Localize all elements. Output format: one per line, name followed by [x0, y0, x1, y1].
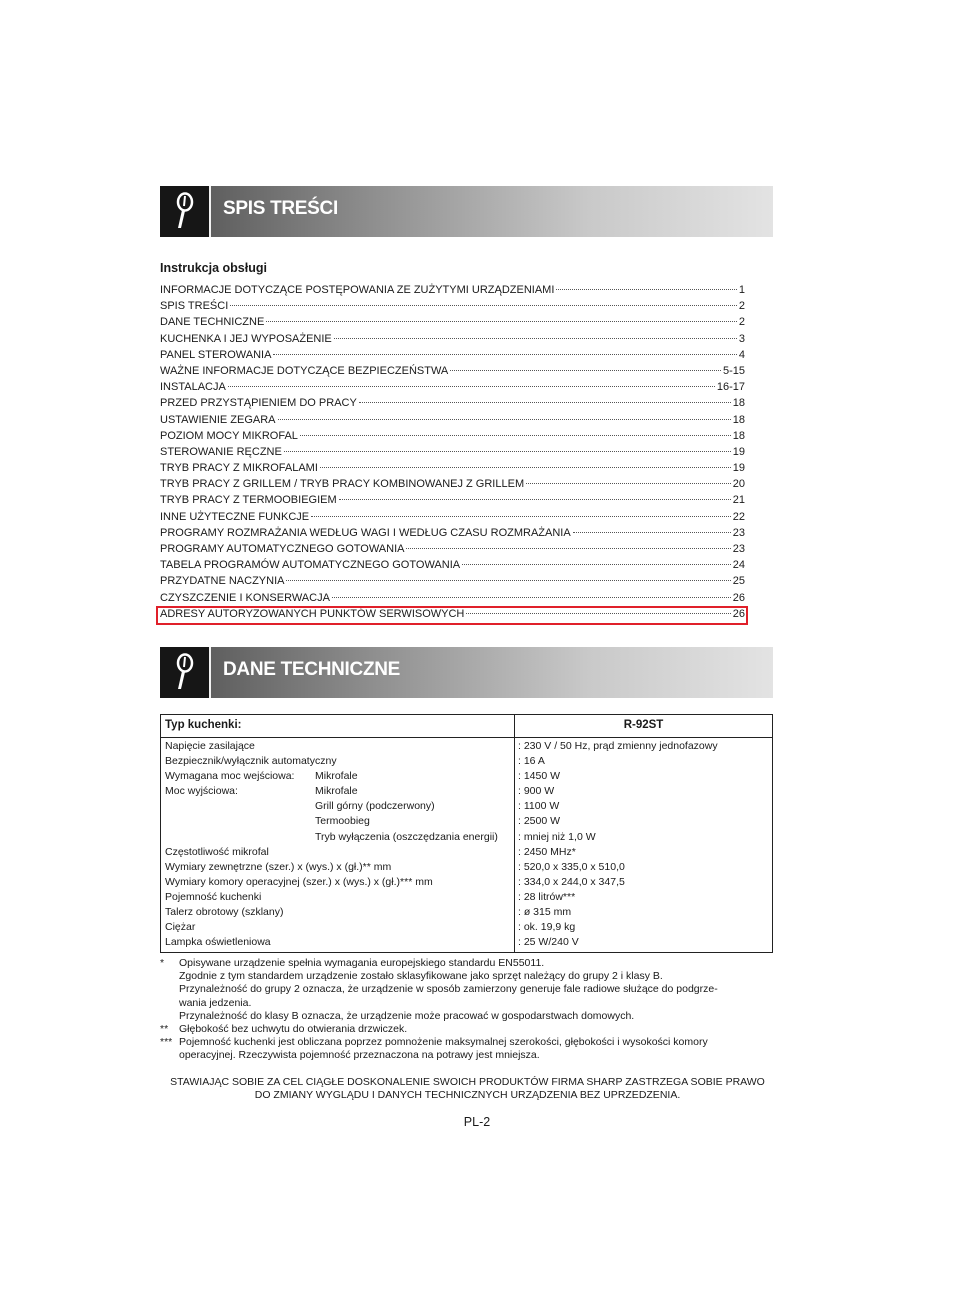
spec-row: [161, 755, 772, 770]
toc-item-page: 4: [738, 348, 745, 361]
footnote-line: Zgodnie z tym standardem urządzenie zostało sklasyfikowane jako sprzęt należący do grupy 2 i klasy B.: [179, 970, 663, 983]
toc-item-label: SPIS TREŚCI: [160, 300, 229, 313]
spec-table-header: [161, 715, 772, 738]
toc-leader-dots: [406, 548, 730, 549]
toc-leader-dots: [526, 483, 731, 484]
toc-item[interactable]: [160, 494, 745, 510]
section-title-toc: SPIS TREŚCI: [223, 198, 338, 219]
spec-label: Wymiary komory operacyjnej (szer.) x (wys.) x (gł.)*** mm: [165, 875, 433, 888]
spec-table: [160, 714, 773, 953]
spec-label: Napięcie zasilające: [165, 740, 255, 752]
toc-leader-dots: [273, 354, 736, 355]
table-of-contents: [160, 284, 745, 624]
spec-sublabel: Grill górny (podczerwony): [315, 800, 435, 813]
toc-item-label: TRYB PRACY Z GRILLEM / TRYB PRACY KOMBINOWANEJ Z GRILLEM: [160, 478, 525, 491]
spec-row: [161, 876, 772, 891]
spec-value: : mniej niż 1,0 W: [518, 830, 596, 843]
spec-value: : ok. 19,9 kg: [518, 921, 576, 934]
toc-item[interactable]: [160, 478, 745, 494]
toc-item-label: WAŻNE INFORMACJE DOTYCZĄCE BEZPIECZEŃSTWA: [160, 364, 449, 377]
toc-section-banner: [160, 186, 773, 237]
toc-item-label: ADRESY AUTORYZOWANYCH PUNKTÓW SERWISOWYCH: [160, 607, 465, 620]
spec-row: [161, 740, 772, 755]
toc-leader-dots: [450, 370, 721, 371]
toc-item-label: KUCHENKA I JEJ WYPOSAŻENIE: [160, 332, 332, 345]
footnote: [160, 957, 775, 1023]
toc-item-page: 26: [732, 607, 745, 620]
toc-item-label: CZYSZCZENIE I KONSERWACJA: [160, 591, 330, 604]
toc-item-page: 23: [732, 526, 745, 539]
section-title-specs: DANE TECHNICZNE: [223, 659, 401, 680]
toc-item[interactable]: [160, 333, 745, 349]
toc-leader-dots: [556, 289, 736, 290]
spec-row: [161, 831, 772, 846]
toc-item[interactable]: [160, 575, 745, 591]
toc-item-label: USTAWIENIE ZEGARA: [160, 413, 276, 426]
spec-sublabel: Termoobieg: [315, 815, 370, 828]
toc-item-page: 2: [738, 316, 745, 329]
toc-leader-dots: [266, 321, 737, 322]
toc-leader-dots: [462, 564, 731, 565]
toc-item-label: TRYB PRACY Z TERMOOBIEGIEM: [160, 494, 337, 507]
toc-item-label: INFORMACJE DOTYCZĄCE POSTĘPOWANIA ZE ZUŻYTYMI URZĄDZENIAMI: [160, 284, 555, 296]
footnote-line: Opisywane urządzenie spełnia wymagania europejskiego standardu EN55011.: [179, 957, 545, 969]
toc-item[interactable]: [160, 511, 745, 527]
spec-value: : ø 315 mm: [518, 906, 572, 919]
footnote-mark: ***: [160, 1036, 173, 1049]
spec-value: : 1450 W: [518, 770, 561, 783]
toc-item-page: 21: [732, 494, 745, 507]
spec-row: [161, 800, 772, 815]
toc-item[interactable]: [160, 559, 745, 575]
toc-leader-dots: [300, 435, 731, 436]
toc-item-page: 18: [732, 413, 745, 426]
spec-sublabel: Mikrofale: [315, 785, 358, 798]
toc-item-page: 25: [732, 575, 745, 588]
footnote-mark: **: [160, 1023, 169, 1036]
spec-sublabel: Tryb wyłączenia (oszczędzania energii): [315, 830, 498, 843]
toc-item-page: 19: [732, 445, 745, 458]
spec-row: [161, 936, 772, 951]
toc-item-page: 1: [738, 284, 745, 296]
toc-item-label: DANE TECHNICZNE: [160, 316, 265, 329]
spec-value: : 16 A: [518, 755, 545, 768]
toc-leader-dots: [284, 451, 731, 452]
toc-leader-dots: [359, 402, 731, 403]
toc-item-label: TABELA PROGRAMÓW AUTOMATYCZNEGO GOTOWANIA: [160, 559, 461, 572]
spec-row: [161, 891, 772, 906]
spec-row: [161, 815, 772, 830]
toc-item-label: TRYB PRACY Z MIKROFALAMI: [160, 462, 318, 475]
spec-label: Talerz obrotowy (szklany): [165, 906, 284, 919]
toc-item[interactable]: [160, 349, 745, 365]
spec-label: Pojemność kuchenki: [165, 890, 262, 903]
toc-item-page: 2: [738, 300, 745, 313]
toc-item-page: 3: [738, 332, 745, 345]
spec-label: Częstotliwość mikrofal: [165, 845, 269, 858]
spec-value: : 230 V / 50 Hz, prąd zmienny jednofazowy: [518, 740, 718, 752]
spec-value: : 25 W/240 V: [518, 936, 579, 949]
spec-label: Wymiary zewnętrzne (szer.) x (wys.) x (gł.)** mm: [165, 860, 392, 873]
spec-row: [161, 861, 772, 876]
spec-label: Wymagana moc wejściowa:: [165, 770, 295, 783]
toc-leader-dots: [320, 467, 731, 468]
footnote-mark: *: [160, 957, 165, 969]
footnote-line: Przynależność do klasy B oznacza, że urządzenie może pracować w gospodarstwach domowych.: [179, 1009, 635, 1022]
toc-item[interactable]: [160, 316, 745, 332]
footnote-line: Przynależność do grupy 2 oznacza, że urządzenie w sposób zamierzony generuje fale radiowe służące do podgrze-: [179, 983, 718, 996]
spec-label: Ciężar: [165, 921, 196, 934]
toc-item[interactable]: [160, 300, 745, 316]
toc-item[interactable]: [160, 527, 745, 543]
toc-leader-dots: [230, 305, 737, 306]
footnotes: [160, 957, 775, 1063]
toc-item-page: 20: [732, 478, 745, 491]
toc-item[interactable]: [160, 462, 745, 478]
toc-heading: Instrukcja obsługi: [160, 261, 267, 275]
toc-item-page: 18: [732, 429, 745, 442]
spec-value: : 334,0 x 244,0 x 347,5: [518, 875, 625, 888]
toc-item[interactable]: [160, 446, 745, 462]
toc-item[interactable]: [160, 414, 745, 430]
toc-item[interactable]: [160, 430, 745, 446]
spec-value: : 2450 MHz*: [518, 845, 576, 858]
notice-line: DO ZMIANY WYGLĄDU I DANYCH TECHNICZNYCH URZĄDZENIA BEZ UPRZEDZENIA.: [254, 1089, 681, 1102]
toc-item-page: 19: [732, 462, 745, 475]
spec-row: [161, 785, 772, 800]
spec-header-label: Typ kuchenki:: [165, 719, 242, 731]
spec-label: Lampka oświetleniowa: [165, 936, 271, 949]
toc-leader-dots: [332, 597, 731, 598]
toc-item[interactable]: [160, 284, 745, 300]
toc-leader-dots: [339, 499, 731, 500]
toc-item-page: 24: [732, 559, 745, 572]
spec-value: : 520,0 x 335,0 x 510,0: [518, 860, 625, 873]
toc-leader-dots: [278, 419, 731, 420]
info-pen-icon: [160, 186, 209, 237]
banner-separator: [209, 186, 211, 237]
toc-item-page: 23: [732, 543, 745, 555]
notice: [160, 1076, 775, 1102]
spec-value: : 2500 W: [518, 815, 561, 828]
info-pen-icon: [160, 647, 209, 698]
spec-row: [161, 846, 772, 861]
toc-item-label: INSTALACJA: [160, 381, 226, 394]
spec-row: [161, 770, 772, 785]
toc-item-label: PANEL STEROWANIA: [160, 348, 272, 361]
spec-label: Bezpiecznik/wyłącznik automatyczny: [165, 755, 337, 768]
footnote-line: operacyjnej. Rzeczywista pojemność przeznaczona na potrawy jest mniejsza.: [179, 1049, 540, 1062]
spec-label: Moc wyjściowa:: [165, 785, 238, 798]
toc-item-page: 5-15: [722, 364, 745, 377]
toc-item-label: POZIOM MOCY MIKROFAL: [160, 429, 298, 442]
spec-value: : 900 W: [518, 785, 555, 798]
toc-item[interactable]: [160, 365, 745, 381]
toc-leader-dots: [334, 338, 737, 339]
toc-leader-dots: [573, 532, 731, 533]
notice-line: STAWIAJĄC SOBIE ZA CEL CIĄGŁE DOSKONALENIE SWOICH PRODUKTÓW FIRMA SHARP ZASTRZEGA SOBIE PRAWO: [170, 1076, 765, 1088]
spec-sublabel: Mikrofale: [315, 770, 358, 783]
toc-item-page: 18: [732, 397, 745, 410]
spec-row: [161, 906, 772, 921]
footnote-line: Głębokość bez uchwytu do otwierania drzwiczek.: [179, 1023, 408, 1036]
specs-section-banner: [160, 647, 773, 698]
toc-item-page: 16-17: [716, 381, 745, 394]
footnote-line: Pojemność kuchenki jest obliczana poprzez pomnożenie maksymalnej szerokości, głębokości i wysokości komory: [179, 1036, 708, 1049]
toc-leader-dots: [286, 580, 730, 581]
toc-leader-dots: [311, 516, 731, 517]
spec-header-model: R-92ST: [623, 719, 664, 731]
footnote: [160, 1036, 775, 1062]
banner-separator: [209, 647, 211, 698]
toc-item-page: 22: [732, 510, 745, 523]
toc-item-label: PROGRAMY ROZMRAŻANIA WEDŁUG WAGI I WEDŁUG CZASU ROZMRAŻANIA: [160, 526, 571, 539]
spec-value: : 1100 W: [518, 800, 560, 813]
toc-item-page: 26: [732, 591, 745, 604]
spec-rows: [161, 740, 772, 951]
toc-leader-dots: [228, 386, 715, 387]
highlight-box: [156, 606, 748, 625]
toc-item[interactable]: [160, 381, 745, 397]
toc-item[interactable]: [160, 397, 745, 413]
spec-row: [161, 921, 772, 936]
page-number: PL-2: [463, 1115, 491, 1129]
footnote: [160, 1023, 775, 1036]
toc-item-label: PRZYDATNE NACZYNIA: [160, 575, 285, 588]
spec-value: : 28 litrów***: [518, 890, 576, 903]
footnote-line: wania jedzenia.: [179, 996, 252, 1009]
toc-item[interactable]: [160, 543, 745, 559]
toc-item-label: PROGRAMY AUTOMATYCZNEGO GOTOWANIA: [160, 543, 405, 555]
toc-item-label: INNE UŻYTECZNE FUNKCJE: [160, 510, 310, 523]
toc-item-label: STEROWANIE RĘCZNE: [160, 445, 282, 458]
toc-item-label: PRZED PRZYSTĄPIENIEM DO PRACY: [160, 397, 357, 410]
